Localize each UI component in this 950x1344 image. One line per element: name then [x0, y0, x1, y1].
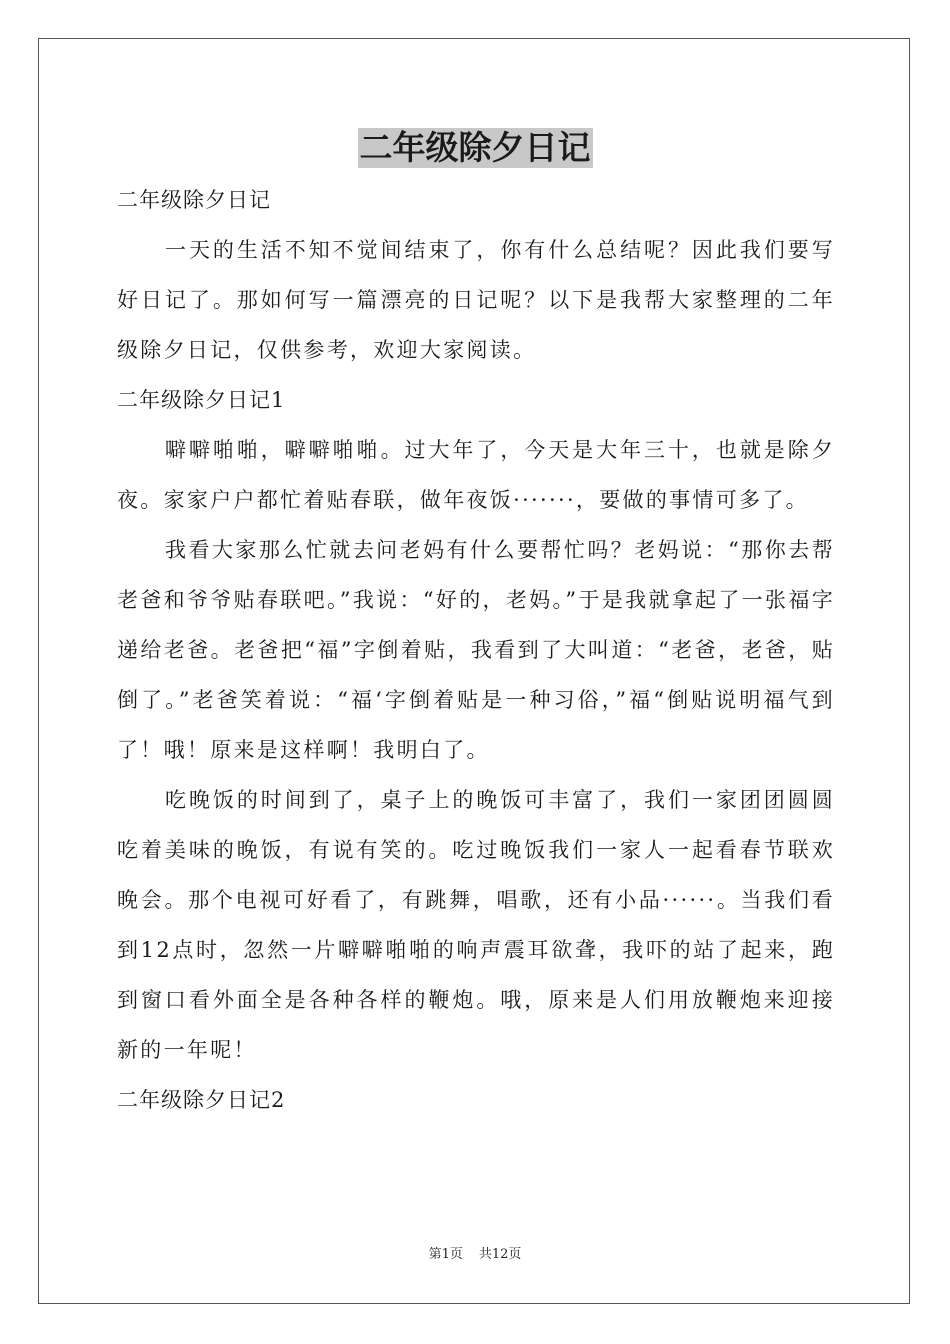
subtitle-heading: 二年级除夕日记 — [117, 188, 271, 212]
page-footer — [0, 1245, 950, 1265]
section-1-paragraph-2: 我看大家那么忙就去问老妈有什么要帮忙吗？老妈说：“那你去帮老爸和爷爷贴春联吧。”我说：“好的，老妈。”于是我就拿起了一张福字递给老爸。老爸把“福”字倒着贴，我看到了大叫道：“老爸，老爸，贴倒了。”老爸笑着说：“福‘字倒着贴是一种习俗，”福“倒贴说明福气到了！哦！原来是这样啊！我明白了。 — [117, 538, 835, 762]
section-1-paragraph-1: 噼噼啪啪，噼噼啪啪。过大年了，今天是大年三十，也就是除夕夜。家家户户都忙着贴春联，做年夜饭·······，要做的事情可多了。 — [117, 438, 835, 512]
document-body — [117, 175, 835, 1125]
section-1-paragraph-3: 吃晚饭的时间到了，桌子上的晚饭可丰富了，我们一家团团圆圆吃着美味的晚饭，有说有笑的。吃过晚饭我们一家人一起看春节联欢晚会。那个电视可好看了，有跳舞，唱歌，还有小品······。当我们看到12点时，忽然一片噼噼啪啪的响声震耳欲聋，我吓的站了起来，跑到窗口看外面全是各种各样的鞭炮。哦，原来是人们用放鞭炮来迎接新的一年呢！ — [117, 788, 835, 1062]
title-area — [0, 128, 950, 168]
intro-paragraph: 一天的生活不知不觉间结束了，你有什么总结呢？因此我们要写好日记了。那如何写一篇漂亮的日记呢？以下是我帮大家整理的二年级除夕日记，仅供参考，欢迎大家阅读。 — [117, 238, 835, 362]
page-number: 第1页 — [428, 1247, 463, 1262]
section-heading-2: 二年级除夕日记2 — [117, 1088, 286, 1112]
section-heading-1: 二年级除夕日记1 — [117, 388, 286, 412]
page-total: 共12页 — [478, 1247, 522, 1262]
document-title: 二年级除夕日记 — [359, 128, 591, 167]
